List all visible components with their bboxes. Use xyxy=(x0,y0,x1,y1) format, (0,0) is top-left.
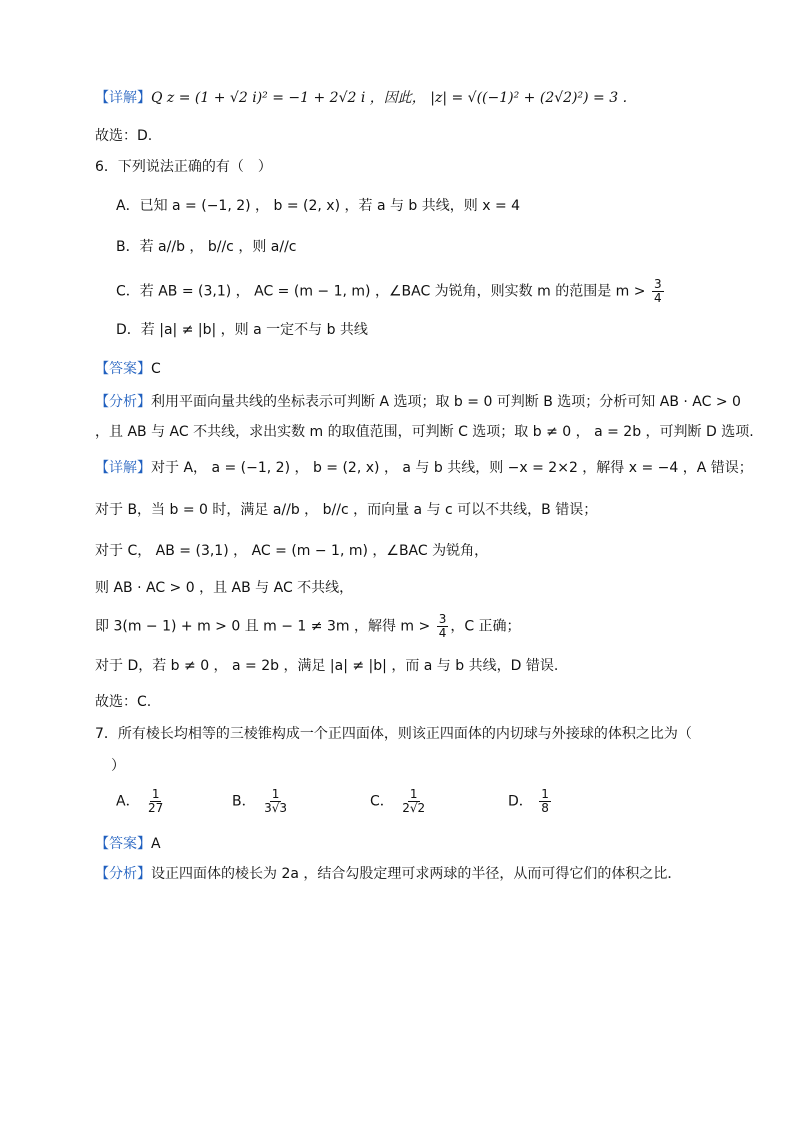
q5-detail-line xyxy=(95,88,627,108)
q6-detail-tail-5: ，C 正确； xyxy=(450,618,521,635)
fraction-denominator: 2√2 xyxy=(402,801,426,815)
q6-detail-text-5: 即 3(m − 1) + m > 0 且 m − 1 ≠ 3m ，解得 m > xyxy=(95,618,431,635)
q6-detail-line-3: 对于 C， AB = (3,1) ， AC = (m − 1, m) ，∠BAC 为锐角， xyxy=(95,543,489,559)
choice-label: B． xyxy=(232,793,256,810)
fraction-numerator: 1 xyxy=(541,787,549,801)
fraction-denominator: 4 xyxy=(653,291,662,305)
q6-detail-fraction xyxy=(437,613,449,640)
analysis-tag: 【分析】 xyxy=(95,866,151,882)
choice-label: C． xyxy=(370,793,394,810)
q7-analysis-line xyxy=(95,864,681,884)
q6-stem: 6．下列说法正确的有（ ） xyxy=(95,159,272,175)
q7-analysis-text: 设正四面体的棱长为 2a ，结合勾股定理可求两球的半径，从而可得它们的体积之比． xyxy=(151,866,682,882)
choice-fraction xyxy=(400,788,427,815)
q7-choice-c xyxy=(370,788,429,815)
choice-label: A． xyxy=(116,793,140,810)
q7-stem: 7．所有棱长均相等的三棱锥构成一个正四面体，则该正四面体的内切球与外接球的体积之比为（ xyxy=(95,726,692,742)
q7-stem-end: ） xyxy=(111,758,125,774)
q6-option-d: D．若 |a| ≠ |b| ，则 a 一定不与 b 共线 xyxy=(116,322,368,338)
fraction-denominator: 4 xyxy=(438,626,447,640)
choice-fraction xyxy=(262,788,289,815)
answer-tag: 【答案】 xyxy=(95,836,151,852)
q5-choose: 故选：D. xyxy=(95,128,153,144)
q6-option-c-fraction xyxy=(652,278,664,305)
fraction-numerator: 3 xyxy=(438,612,447,626)
q6-analysis-line-2: ，且 AB 与 AC 不共线，求出实数 m 的取值范围，可判断 C 选项；取 b ≠ 0 ， a = 2b ，可判断 D 选项. xyxy=(95,424,754,440)
q7-answer-line xyxy=(95,834,161,854)
q6-detail-line-5 xyxy=(95,613,521,640)
q7-choice-a xyxy=(116,788,167,815)
q6-detail-line-1 xyxy=(95,458,753,478)
choice-fraction xyxy=(539,788,551,815)
q6-detail-line-4: 则 AB · AC > 0 ，且 AB 与 AC 不共线， xyxy=(95,580,354,596)
fraction-denominator: 27 xyxy=(148,801,164,815)
q6-choose: 故选：C. xyxy=(95,694,152,710)
q6-option-b: B．若 a//b ， b//c ，则 a//c xyxy=(116,239,297,255)
q6-answer: C xyxy=(151,361,161,377)
q6-analysis-line-1 xyxy=(95,392,741,412)
q7-choice-d xyxy=(508,788,553,815)
fraction-numerator: 1 xyxy=(151,787,160,801)
q6-option-c-text: C．若 AB = (3,1) ， AC = (m − 1, m) ，∠BAC 为锐角，则实数 m 的范围是 m > xyxy=(116,283,646,300)
fraction-denominator: 8 xyxy=(541,801,549,815)
q6-detail-text-1: 对于 A， a = (−1, 2) ， b = (2, x) ， a 与 b 共线，则 −x = 2×2 ，解得 x = −4 ，A 错误； xyxy=(151,460,753,476)
fraction-numerator: 3 xyxy=(653,277,662,291)
detail-tag: 【详解】 xyxy=(95,90,151,106)
choice-fraction xyxy=(146,788,165,815)
analysis-tag: 【分析】 xyxy=(95,394,151,410)
q6-answer-line xyxy=(95,359,161,379)
q7-choice-b xyxy=(232,788,291,815)
fraction-numerator: 1 xyxy=(271,787,280,801)
q6-detail-line-2: 对于 B，当 b = 0 时，满足 a//b ， b//c ，而向量 a 与 c 可以不共线，B 错误； xyxy=(95,502,598,518)
fraction-denominator: 3√3 xyxy=(264,801,287,815)
q5-detail-text: Q z = (1 + √2 i)² = −1 + 2√2 i ，因此， |z| = √((−1)² + (2√2)²) = 3 . xyxy=(151,90,628,106)
q6-analysis-text-1: 利用平面向量共线的坐标表示可判断 A 选项；取 b = 0 可判断 B 选项；分析可知 AB · AC > 0 xyxy=(151,394,741,410)
detail-tag: 【详解】 xyxy=(95,460,151,476)
fraction-numerator: 1 xyxy=(409,787,418,801)
answer-tag: 【答案】 xyxy=(95,361,151,377)
q6-detail-line-6: 对于 D，若 b ≠ 0 ， a = 2b ，满足 |a| ≠ |b| ，而 a 与 b 共线，D 错误. xyxy=(95,658,559,674)
q6-option-a: A．已知 a = (−1, 2) ， b = (2, x) ，若 a 与 b 共线，则 x = 4 xyxy=(116,198,521,214)
q6-option-c xyxy=(116,278,666,305)
q7-answer: A xyxy=(151,836,161,852)
choice-label: D． xyxy=(508,793,533,810)
